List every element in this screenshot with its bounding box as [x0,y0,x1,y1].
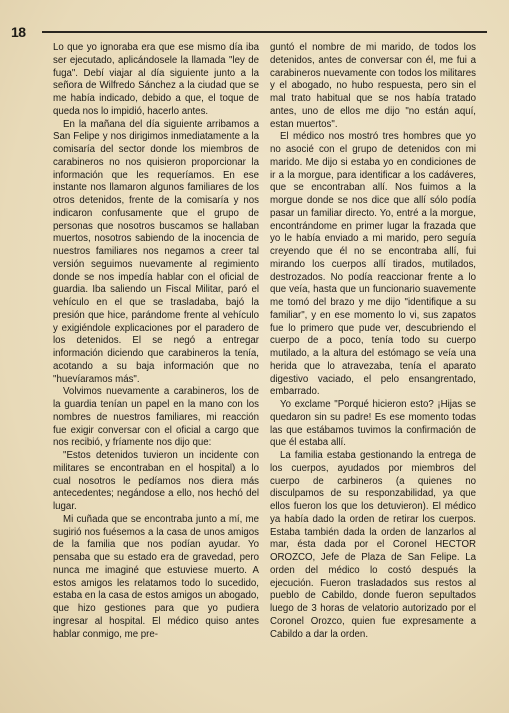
paragraph [53,119,259,387]
paragraph [53,386,259,450]
text-run: La familia estaba gestionando la entrega de los cuerpos, ayudados por miembros del cuerpo de carbineros (a quienes no disculpamos de su responzabilidad, ya que ellos fueron los que los detuvieron). El médico ya había dado la orden de retirar los cuerpos. Estaba también dada la orden de lanzarlos al mar, ésta dada por el Coronel HECTOR OROZCO, Jefe de Plaza de San Felipe. La orden del médico lo costó después la ejecución. Fueron trasladados sus restos al pueblo de Cabildo, donde fueron sepultados luego de 3 horas de velatorio autorizado por el Coronel Orozco, quien fue expresamente a Cabildo a dar la orden. [270,450,476,640]
page-number: 18 [11,24,26,40]
paragraph [270,399,476,450]
text-run: El médico nos mostró tres hombres que yo no asocié con el grupo de detenidos con mi marido. Me dijo si estaba yo en condiciones de ir a la morgue, para identificar a los cadáveres, que se encontraban allí. Nos fuimos a la morgue donde se nos dice que allí sólo podía pasar un familiar directo. Yo, entré a la morgue, encontrándome en primer lugar la frazada que yo le había enviado a mi marido, pero seguía creyendo que él no se encontraba allí, fui mirando los cuerpos allí tirados, mutilados, destrozados. No podía reaccionar frente a lo que veía, hasta que un funcionario suavemente me tomó del brazo y me dijo "identifique a su familiar", y en ese momento lo vi, sus zapatos fue lo primero que pude ver, descubriendo el cuerpo de a poco, tenía todo su cuerpo mutilado, a la altura del estómago se veía una herida que lo atravezaba, tenía el aparato digestivo vaciado, el pelo ensangrentado, embarrado. [270,131,476,398]
text-run: En la mañana del día siguiente arribamos a San Felipe y nos dirigimos inmediatamente a la comisaría del sector donde los miembros de carabineros no nos quisieron proporcionar la información que les requeríamos. En ese instante nos llamaron algunos familiares de los otros detenidos, frente de la comisaría y nos indicaron confusamente que el grupo de personas que nosotros buscamos se hallaban muertos, nosotros sabiendo de la inocencia de nuestros familiares nos negamos a creer tal versión seguimos nuevamente al regimiento donde se nos impedía hablar con el oficial de guardia. Iba saliendo un Fiscal Militar, paró el vehículo en el que se trasladaba, bajó la presión que hice, parándome frente al vehículo y exigiéndole explicaciones por el paradero de los detenidos. El se negó a entregar información diciendo que carabineros la tenía, acotando a su baja información que no "huevíaramos más". [53,118,259,385]
right-column [270,42,476,641]
paragraph [53,514,259,642]
paragraph [53,450,259,514]
text-run: Mi cuñada que se encontraba junto a mí, me sugirió nos fuésemos a la casa de unos amigos de la familia que nos podían ayudar. Yo pensaba que su estado era de gravedad, pero nunca me imaginé que estuviese muerto. A estos amigos les relatamos todo lo sucedido, estaba en la casa de estos amigos un abogado, que hizo gestiones para que yo pudiera ingresar al hospital. El médico quiso antes hablar conmigo, me pre- [53,513,259,640]
text-run: "Estos detenidos tuvieron un incidente con militares se encontraban en el hospital) a lo cual nosotros le pedíamos nos diera más antecedentes; negándose a ello, nos hechó del lugar. [53,450,259,512]
left-column [53,42,259,641]
paragraph [270,131,476,399]
text-run: Volvimos nuevamente a carabineros, los de la guardia tenían un papel en la mano con los nombres de nuestros familiares, mi reacción fue exigir conversar con el oficial a cargo que nos recibió, y fríamente nos dijo que: [53,386,259,449]
header-rule [42,31,487,33]
paragraph [53,42,259,119]
paragraph [270,450,476,641]
text-run: Lo que yo ignoraba era que ese mismo día iba ser ejecutado, aplicándosele la llamada "ley de fuga". Debí viajar al día siguiente junto a la señora de Wilfredo Sánchez a la ciudad que se me había indicado, debido a que, el toque de queda nos lo impidió, hacerlo antes. [53,42,259,117]
text-run: guntó el nombre de mi marido, de todos los detenidos, antes de conversar con él, me fui a carabineros nuevamente con todos los militares y el abogado, no hubo respuesta, pero sin el mal trato habitual que se nos había tratado antes, uno de ellos me dijo "no están aquí, estan muertos". [270,42,476,130]
paragraph [270,42,476,131]
text-run: Yo exclame "Porqué hicieron esto? ¡Hijas se quedaron sin su padre! Es ese momento todas las que estábamos tuvimos la confirmación de que él estaba allí. [270,399,476,449]
